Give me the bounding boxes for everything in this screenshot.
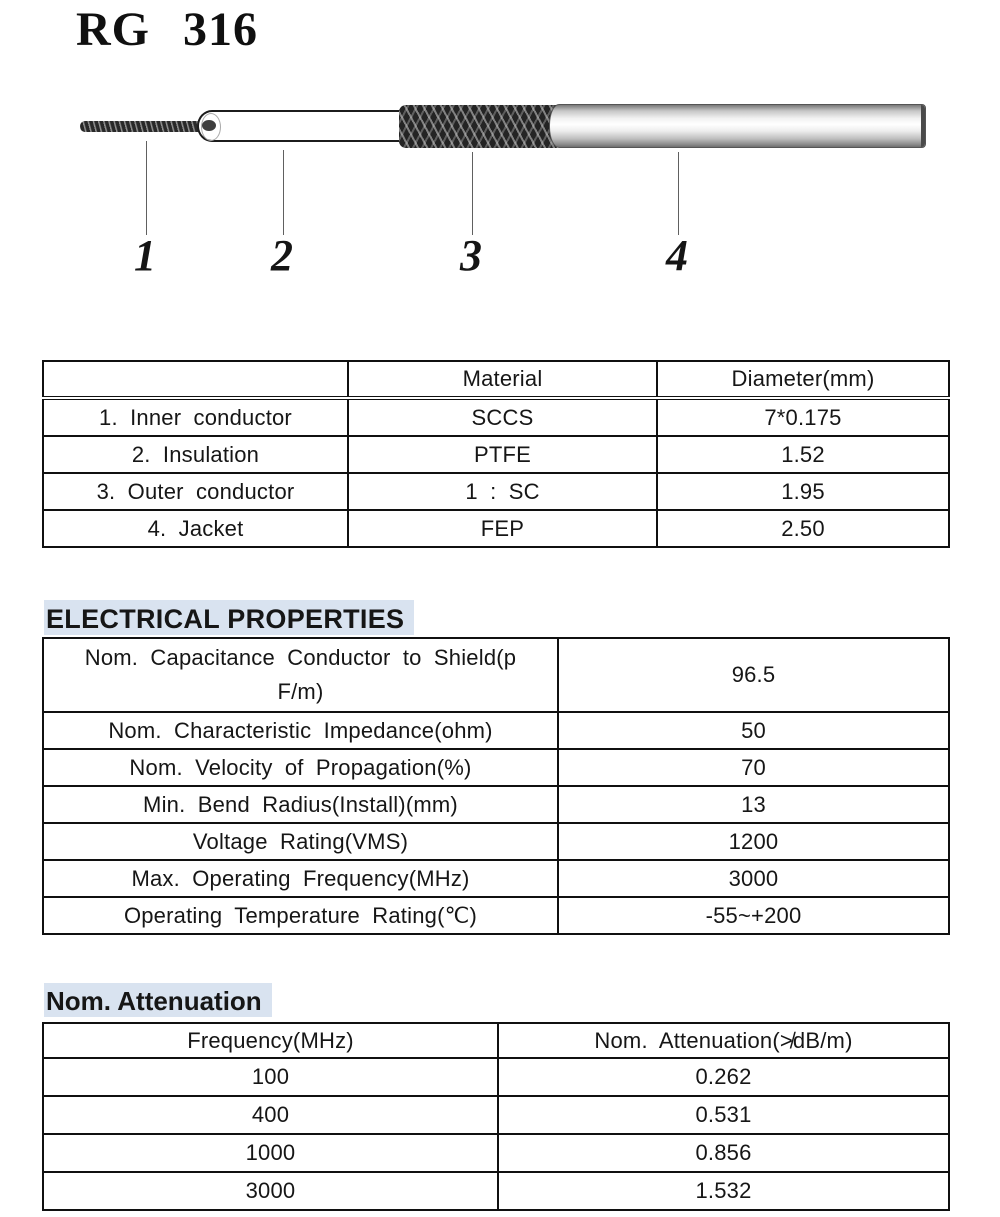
- part-name: 3. Outer conductor: [43, 473, 348, 510]
- cable-diagram: [0, 0, 1000, 300]
- material-value: SCCS: [348, 398, 657, 436]
- attenuation-table: [42, 1022, 950, 1211]
- callout-label-1: 1: [134, 231, 156, 280]
- material-value: PTFE: [348, 436, 657, 473]
- property-label: [43, 638, 558, 712]
- diameter-value: 1.52: [657, 436, 949, 473]
- diameter-value: 2.50: [657, 510, 949, 547]
- callout-label-4: 4: [666, 231, 688, 280]
- table-row: [43, 786, 949, 823]
- table-row: [43, 712, 949, 749]
- electrical-properties-table: [42, 637, 950, 935]
- callout-line-3: [472, 152, 473, 235]
- frequency-value: 1000: [43, 1134, 498, 1172]
- table-row: [43, 473, 949, 510]
- construction-header-row: [43, 361, 949, 398]
- material-value: FEP: [348, 510, 657, 547]
- attenuation-header-frequency: Frequency(MHz): [43, 1023, 498, 1058]
- table-row: [43, 398, 949, 436]
- property-label: Nom. Characteristic Impedance(ohm): [43, 712, 558, 749]
- attenuation-header-row: [43, 1023, 949, 1058]
- property-value: 3000: [558, 860, 949, 897]
- attenuation-value: 0.856: [498, 1134, 949, 1172]
- page-title: RG 316: [76, 3, 258, 56]
- property-value: 96.5: [558, 638, 949, 712]
- attenuation-value: 1.532: [498, 1172, 949, 1210]
- callout-line-2: [283, 150, 284, 235]
- property-value: -55~+200: [558, 897, 949, 934]
- part-name: 4. Jacket: [43, 510, 348, 547]
- table-row: [43, 1096, 949, 1134]
- frequency-value: 3000: [43, 1172, 498, 1210]
- attenuation-value: 0.262: [498, 1058, 949, 1096]
- construction-header-diameter: Diameter(mm): [657, 361, 949, 398]
- property-value: 13: [558, 786, 949, 823]
- callout-line-4: [678, 152, 679, 235]
- property-value: 1200: [558, 823, 949, 860]
- property-label-line1: Nom. Capacitance Conductor to Shield(p: [84, 645, 517, 670]
- jacket-graphic: [549, 104, 926, 148]
- property-label: Operating Temperature Rating(℃): [43, 897, 558, 934]
- construction-header-part: [43, 361, 348, 398]
- property-label: Nom. Velocity of Propagation(%): [43, 749, 558, 786]
- callout-label-3: 3: [460, 231, 482, 280]
- table-row: [43, 1134, 949, 1172]
- property-label: Voltage Rating(VMS): [43, 823, 558, 860]
- diameter-value: 1.95: [657, 473, 949, 510]
- callout-line-1: [146, 141, 147, 235]
- inner-conductor-graphic: [80, 121, 214, 132]
- attenuation-header-value: Nom. Attenuation(≯dB/m): [498, 1023, 949, 1058]
- table-row: [43, 749, 949, 786]
- table-row: [43, 860, 949, 897]
- nom-attenuation-heading: Nom. Attenuation: [44, 983, 272, 1017]
- material-value: 1 : SC: [348, 473, 657, 510]
- conductor-hole-graphic: [202, 120, 216, 131]
- property-label: Max. Operating Frequency(MHz): [43, 860, 558, 897]
- jacket-end-edge-graphic: [921, 105, 925, 147]
- property-label-line2: F/m): [277, 679, 324, 704]
- callout-label-2: 2: [271, 231, 293, 280]
- property-value: 50: [558, 712, 949, 749]
- table-row: [43, 638, 949, 712]
- part-name: 1. Inner conductor: [43, 398, 348, 436]
- table-row: [43, 897, 949, 934]
- attenuation-value: 0.531: [498, 1096, 949, 1134]
- construction-header-material: Material: [348, 361, 657, 398]
- property-label: Min. Bend Radius(Install)(mm): [43, 786, 558, 823]
- table-row: [43, 1058, 949, 1096]
- frequency-value: 400: [43, 1096, 498, 1134]
- construction-table: [42, 360, 950, 548]
- property-value: 70: [558, 749, 949, 786]
- electrical-properties-heading: ELECTRICAL PROPERTIES: [44, 600, 414, 635]
- frequency-value: 100: [43, 1058, 498, 1096]
- table-row: [43, 823, 949, 860]
- table-row: [43, 510, 949, 547]
- part-name: 2. Insulation: [43, 436, 348, 473]
- insulation-graphic: [197, 110, 410, 142]
- table-row: [43, 436, 949, 473]
- table-row: [43, 1172, 949, 1210]
- diameter-value: 7*0.175: [657, 398, 949, 436]
- outer-conductor-braid-graphic: [399, 105, 559, 148]
